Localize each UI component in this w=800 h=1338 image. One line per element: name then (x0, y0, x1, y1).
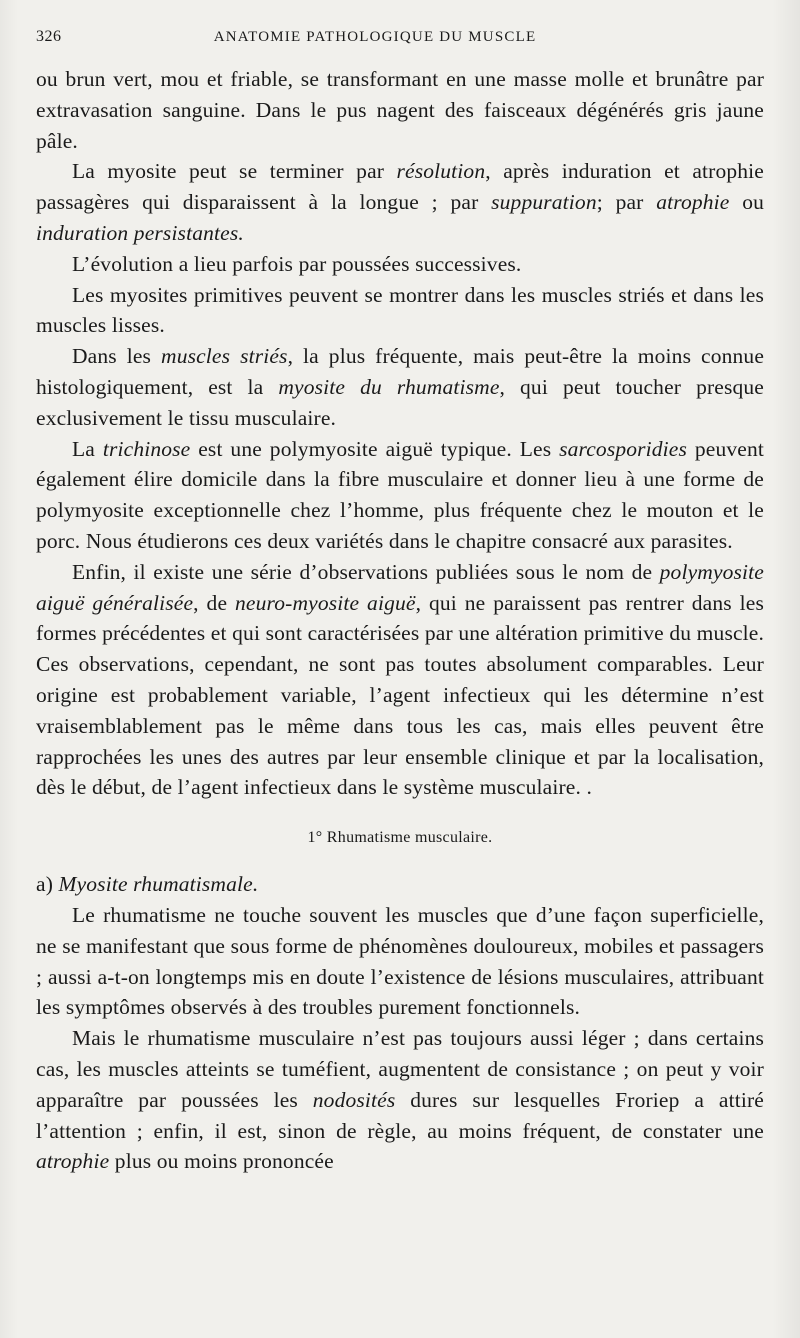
paragraphs-after-section (36, 900, 764, 1177)
paragraph (36, 434, 764, 557)
text-run: Dans les (72, 344, 162, 369)
text-run: peuvent également élire domicile dans la fibre musculaire et donner lieu à une forme de polymyosite exceptionnelle chez l’homme, plus fréquente chez le mouton et le porc. Nous étudierons ces deux variétés dans le chapitre consacré aux parasites. (36, 436, 764, 553)
paragraphs-before-section (36, 64, 764, 803)
text-run: Enfin, il existe une série d’observations publiées sous le nom de (72, 559, 660, 584)
text-run: La myosite peut se terminer par (72, 159, 397, 184)
paragraph (36, 900, 764, 1023)
paragraph (36, 156, 764, 248)
italic-text: résolution (396, 159, 486, 184)
text-run: , de (193, 590, 236, 615)
italic-text: atrophie (656, 190, 730, 215)
text-run: Le rhumatisme ne touche souvent les muscles que d’une façon superficielle, ne se manifestant que sous forme de phénomènes douloureux, mobiles et passagers ; aussi a-t-on longtemps mis en doute l’existence de lésions musculaires, attribuant les symptômes observés à des troubles purement fonctionnels. (36, 902, 764, 1020)
text-run: est une polymyosite aiguë typique. Les (190, 436, 560, 461)
text-run: dures sur lesquelles Froriep a attiré l’attention ; enfin, il est, sinon de règle, au moins fréquent, de constater une (36, 1087, 764, 1143)
italic-text: atrophie (36, 1149, 110, 1174)
text-run: , la plus fréquente, mais peut-être la moins connue histologiquement, est la (36, 344, 765, 399)
subsection-title-text: Myosite rhumatismale. (58, 872, 259, 897)
paragraph (36, 64, 764, 156)
paragraph (36, 1023, 764, 1177)
italic-text: muscles striés (161, 344, 288, 369)
text-run: plus ou moins prononcée (109, 1149, 334, 1174)
italic-text: polymyosite aiguë généralisée (36, 559, 764, 615)
paragraph (36, 557, 764, 803)
running-title: ANATOMIE PATHOLOGIQUE DU MUSCLE (213, 29, 537, 45)
paragraph (36, 341, 764, 433)
italic-text: trichinose (102, 436, 191, 461)
italic-text: sarcosporidies (559, 436, 688, 461)
body-text (36, 64, 764, 1177)
italic-text: suppuration (491, 190, 597, 215)
subsection-label: a) (36, 872, 59, 897)
italic-text: nodosités (312, 1087, 396, 1112)
italic-text: induration persistantes. (36, 220, 244, 245)
text-run: , après induration et atrophie passagères qui disparaissent à la longue ; par (36, 159, 764, 215)
italic-text: neuro-myosite aiguë (235, 590, 416, 615)
text-run: Mais le rhumatisme musculaire n’est pas toujours aussi léger ; dans certains cas, les muscles atteints se tuméfient, augmentent de consistance ; on peut y voir apparaître par poussées les (36, 1026, 764, 1112)
text-run: , qui ne paraissent pas rentrer dans les formes précédentes et qui sont caractérisées par une altération primitive du muscle. Ces observations, cependant, ne sont pas toutes absolument comparables. Leur origine est probablement variable, l’agent infectieux qui les détermine n’est vraisemblablement pas le même dans tous les cas, mais elles peuvent être rapprochées les unes des autres par leur ensemble clinique et par la localisation, dès le début, de l’agent infectieux dans le système musculaire. . (36, 590, 764, 800)
text-run: , qui peut toucher presque exclusivement le tissu musculaire. (36, 374, 764, 430)
running-header (36, 0, 764, 64)
text-run: L’évolution a lieu parfois par poussées successives. (72, 251, 522, 276)
page-number: 326 (36, 28, 62, 45)
text-run: ou (729, 190, 765, 215)
section-heading: 1° Rhumatisme musculaire. (307, 829, 493, 847)
italic-text: myosite du rhumatisme (278, 374, 500, 399)
text-run: ou brun vert, mou et friable, se transformant en une masse molle et brunâtre par extravasation sanguine. Dans le pus nagent des faisceaux dégénérés gris jaune pâle. (36, 67, 764, 153)
text-run: ; par (596, 190, 657, 215)
paragraph (36, 249, 764, 280)
subsection-title (36, 869, 764, 900)
paragraph (36, 280, 764, 342)
text-run: Les myosites primitives peuvent se montrer dans les muscles striés et dans les muscles lisses. (36, 282, 764, 338)
text-run: La (72, 436, 103, 461)
